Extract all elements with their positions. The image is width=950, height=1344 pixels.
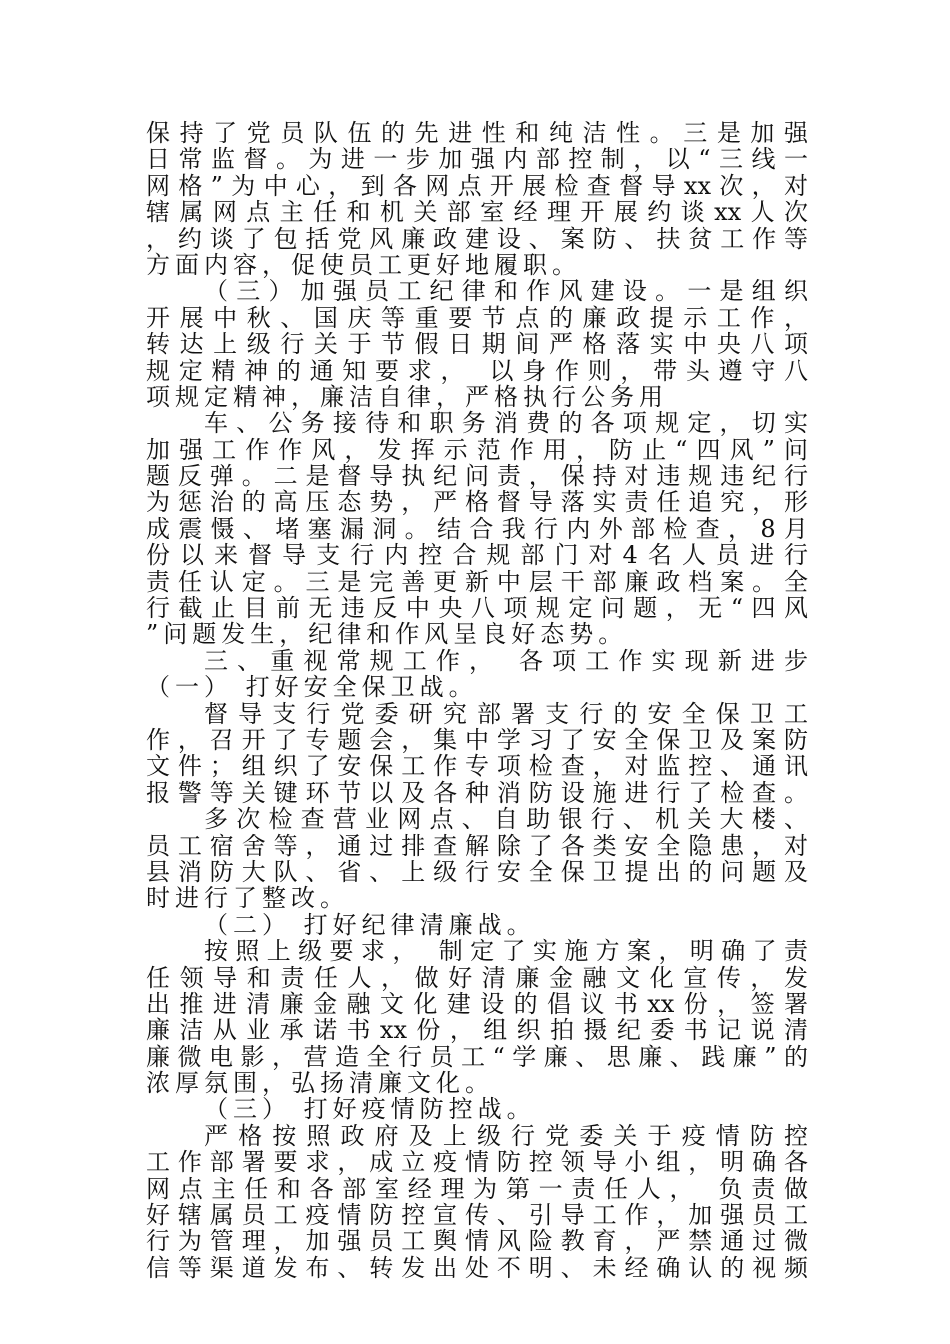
document-body <box>146 120 808 1281</box>
text-line: （三）加强员工纪律和作风建设。一是组织 <box>204 277 808 306</box>
text-line: 行截止目前无违反中央八项规定问题，无“四风 <box>146 594 808 623</box>
text-line: 行为管理，加强员工舆情风险教育，严禁通过微 <box>146 1227 808 1256</box>
text-line: 转达上级行关于节假日期间严格落实中央八项 <box>146 330 808 359</box>
text-line: 县消防大队、省、上级行安全保卫提出的问题及 <box>146 857 808 886</box>
text-line: 网点主任和各部室经理为第一责任人， 负责做 <box>146 1174 808 1203</box>
text-line: 为惩治的高压态势，严格督导落实责任追究，形 <box>146 488 808 517</box>
text-line: 保持了党员队伍的先进性和纯洁性。三是加强 <box>146 119 808 147</box>
text-line: 督导支行党委研究部署支行的安全保卫工 <box>204 699 808 728</box>
text-line: 好辖属员工疫情防控宣传、引导工作，加强员工 <box>146 1201 808 1230</box>
text-line: 三、重视常规工作， 各项工作实现新进步 <box>204 646 808 675</box>
text-line: （三） 打好疫情防控战。 <box>204 1095 536 1124</box>
text-line: 廉洁从业承诺书xx份，组织拍摄纪委书记说清 <box>146 1016 808 1045</box>
text-line: 报警等关键环节以及各种消防设施进行了检查。 <box>146 778 808 807</box>
text-line: 按照上级要求， 制定了实施方案，明确了责 <box>204 937 808 966</box>
text-line: ”问题发生，纪律和作风呈良好态势。 <box>146 620 628 649</box>
text-line: 成震慑、堵塞漏洞。结合我行内外部检查，8月 <box>146 514 808 543</box>
text-line: （一） 打好安全保卫战。 <box>146 673 478 702</box>
text-line: 规定精神的通知要求， 以身作则，带头遵守八 <box>146 356 808 385</box>
text-line: ，约谈了包括党风廉政建设、案防、扶贫工作等 <box>146 224 808 253</box>
text-line: 员工宿舍等，通过排查解除了各类安全隐患，对 <box>146 831 808 860</box>
text-line: 开展中秋、国庆等重要节点的廉政提示工作， <box>146 303 808 332</box>
text-line: 日常监督。为进一步加强内部控制，以“三线一 <box>146 145 808 174</box>
text-line: 责任认定。三是完善更新中层干部廉政档案。全 <box>146 567 808 596</box>
text-line: 加强工作作风，发挥示范作用，防止“四风”问 <box>146 435 808 464</box>
text-line: 信等渠道发布、转发出处不明、未经确认的视频 <box>146 1253 808 1282</box>
text-line: 浓厚氛围，弘扬清廉文化。 <box>146 1069 494 1098</box>
text-line: 时进行了整改。 <box>146 884 349 913</box>
text-line: 严格按照政府及上级行党委关于疫情防控 <box>204 1121 808 1150</box>
text-line: 题反弹。二是督导执纪问责，保持对违规违纪行 <box>146 462 808 491</box>
text-line: 车、公务接待和职务消费的各项规定，切实 <box>204 409 808 438</box>
text-line: 项规定精神，廉洁自律，严格执行公务用 <box>146 382 668 411</box>
text-line: 份以来督导支行内控合规部门对4名人员进行 <box>146 541 808 570</box>
text-line: 工作部署要求，成立疫情防控领导小组，明确各 <box>146 1148 808 1177</box>
text-line: 任领导和责任人，做好清廉金融文化宣传，发 <box>146 963 808 992</box>
text-line: 文件；组织了安保工作专项检查，对监控、通讯 <box>146 752 808 781</box>
text-line: 出推进清廉金融文化建设的倡议书xx份，签署 <box>146 989 808 1018</box>
text-line: 辖属网点主任和机关部室经理开展约谈xx人次 <box>146 198 808 227</box>
text-line: 方面内容，促使员工更好地履职。 <box>146 250 581 279</box>
text-line: 多次检查营业网点、自助银行、机关大楼、 <box>204 805 808 834</box>
text-line: （二） 打好纪律清廉战。 <box>204 910 536 939</box>
text-line: 作，召开了专题会，集中学习了安全保卫及案防 <box>146 725 808 754</box>
text-line: 网格”为中心，到各网点开展检查督导xx次，对 <box>146 171 808 200</box>
text-line: 廉微电影，营造全行员工“学廉、思廉、践廉”的 <box>146 1042 808 1071</box>
